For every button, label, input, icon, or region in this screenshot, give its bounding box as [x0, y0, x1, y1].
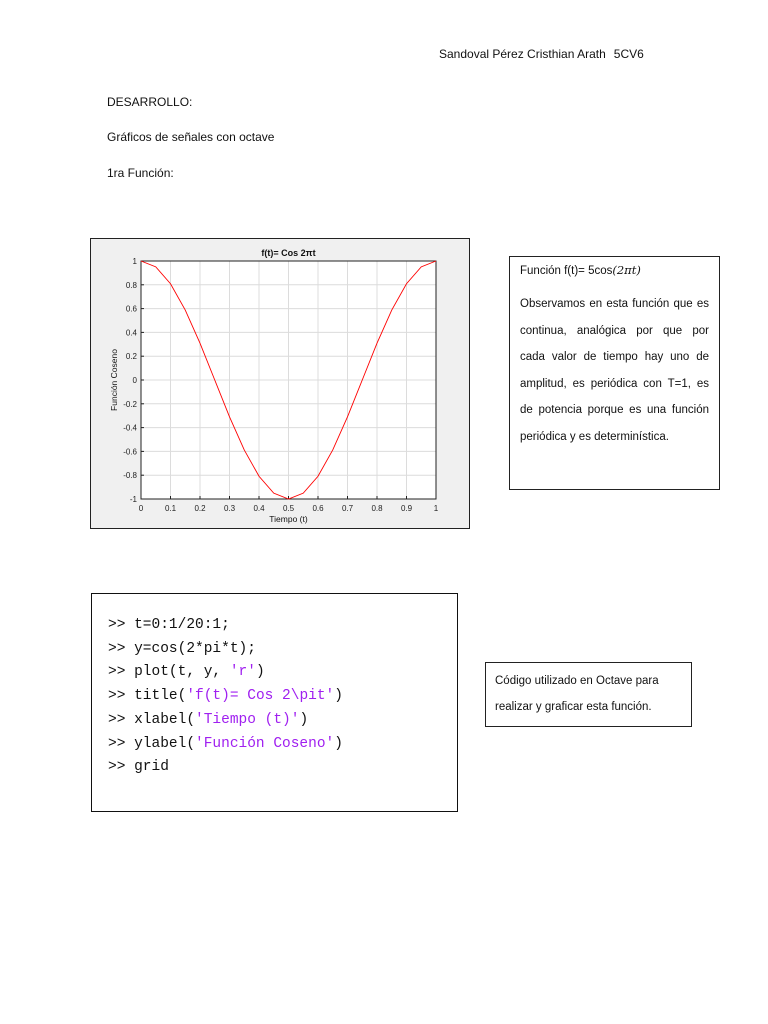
y-tick-label: -0.6: [123, 447, 137, 457]
code-text: >> grid: [108, 759, 169, 776]
author-name: Sandoval Pérez Cristhian Arath: [439, 47, 606, 61]
code-line: [108, 685, 457, 709]
y-tick-label: 0.8: [125, 280, 137, 290]
x-tick-label: 0: [138, 504, 144, 513]
y-axis-label: Función Coseno: [109, 349, 119, 411]
group-code: 5CV6: [613, 47, 644, 61]
y-tick-label: 0.2: [125, 352, 137, 362]
author-line: [439, 47, 644, 61]
x-tick-label: 0.7: [341, 504, 354, 513]
y-tick-label: 0: [132, 376, 137, 385]
code-line: [108, 614, 457, 638]
code-line: [108, 661, 457, 685]
x-axis-label: Tiempo (t): [269, 514, 308, 524]
code-text: ): [299, 711, 309, 728]
code-line: [108, 756, 457, 780]
code-text: >> y=cos(2*pi*t);: [108, 640, 256, 657]
function-description-title: [520, 263, 709, 277]
function-item: 1ra Función:: [107, 166, 174, 180]
y-tick-label: -0.4: [123, 423, 137, 433]
x-tick-label: 0.2: [194, 504, 206, 513]
code-string: 'Tiempo (t)': [195, 711, 300, 728]
x-tick-label: 0.3: [223, 504, 236, 513]
x-tick-label: 0.8: [371, 504, 383, 513]
function-title-text: Función f(t)= 5cos: [520, 265, 613, 277]
code-text: ): [255, 664, 265, 681]
octave-code-box: [91, 593, 458, 812]
code-string: 'r': [229, 664, 256, 681]
x-tick-label: 0.5: [282, 504, 295, 513]
cosine-chart: [91, 239, 471, 530]
y-tick-label: -0.8: [123, 471, 137, 481]
y-tick-label: 0.6: [125, 304, 137, 314]
code-line: [108, 709, 457, 733]
x-tick-label: 0.6: [312, 504, 324, 513]
y-tick-label: 0.4: [125, 328, 137, 338]
chart-figure: [90, 238, 470, 529]
chart-title: f(t)= Cos 2πt: [261, 248, 316, 258]
code-string: 'Función Coseno': [195, 735, 335, 752]
code-text: >> title(: [108, 688, 187, 705]
code-text: >> plot(t, y,: [108, 664, 230, 681]
section-subtitle: Gráficos de señales con octave: [107, 130, 275, 144]
code-text: >> t=0:1/20:1;: [108, 617, 230, 633]
code-caption-box: Código utilizado en Octave para realizar y graficar esta función.: [485, 662, 692, 727]
code-text: ): [334, 688, 343, 705]
function-description-body: Observamos en esta función que es continua, analógica por que por cada valor de tiempo hay uno de amplitud, es periódica con T=1, es de potencia porque es una función periódica y es determinística.: [520, 298, 709, 443]
code-text: ): [334, 735, 343, 752]
section-heading: DESARROLLO:: [107, 95, 193, 109]
code-string: 'f(t)= Cos 2\pit': [186, 688, 335, 705]
x-tick-label: 0.4: [253, 504, 265, 513]
x-tick-label: 1: [433, 504, 439, 513]
code-text: >> ylabel(: [108, 735, 196, 752]
y-tick-label: -0.2: [123, 399, 137, 409]
code-text: >> xlabel(: [108, 711, 196, 728]
x-tick-label: 0.9: [400, 504, 413, 513]
y-tick-label: -1: [129, 495, 137, 504]
x-tick-label: 0.1: [164, 504, 177, 513]
code-line: [108, 638, 457, 662]
function-title-math: (2πt): [612, 263, 641, 277]
function-description-box: [509, 256, 720, 490]
code-line: [108, 733, 457, 757]
y-tick-label: 1: [132, 257, 137, 266]
